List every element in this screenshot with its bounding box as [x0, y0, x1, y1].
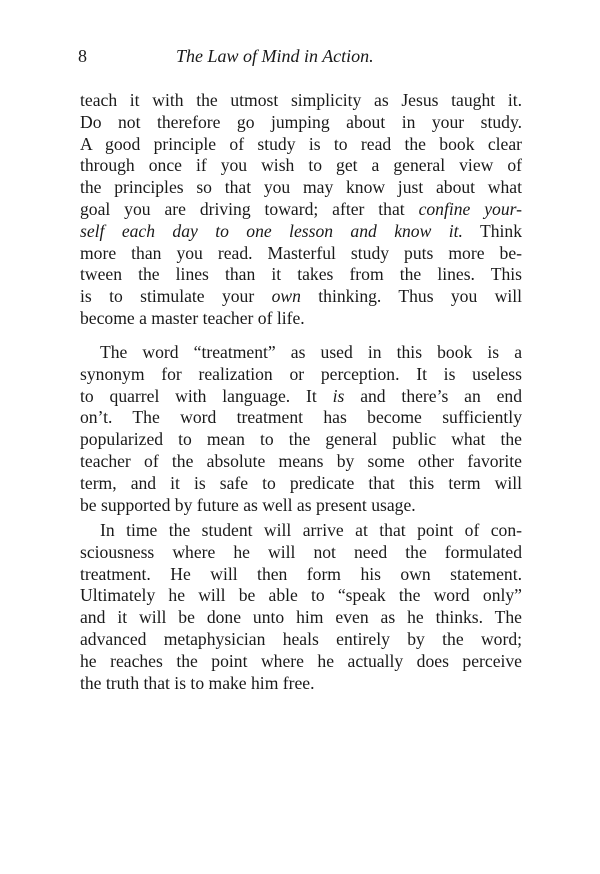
paragraph-2 — [80, 342, 522, 516]
text-line: teacher of the absolute means by some other favorite — [80, 450, 522, 471]
text-line — [80, 286, 522, 308]
text-segment: thinking. Thus you will — [300, 286, 522, 307]
text-line: sciousness where he will not need the formulated — [80, 541, 522, 562]
text-line: he reaches the point where he actually does perceive — [80, 650, 522, 671]
text-segment: and there’s an end — [344, 385, 523, 406]
text-line: be supported by future as well as present usage. — [80, 494, 416, 515]
text-segment: goal you are driving toward; after that — [80, 198, 419, 219]
text-line: Ultimately he will be able to “speak the word only” — [80, 585, 522, 606]
italic-segment: self each day to one lesson and know it. — [80, 220, 463, 241]
text-line: the truth that is to make him free. — [80, 672, 315, 693]
text-line: through once if you wish to get a general view of — [80, 155, 522, 176]
text-line — [80, 199, 522, 221]
text-segment: is to stimulate your — [80, 286, 272, 307]
text-line — [80, 221, 522, 243]
text-line: Do not therefore go jumping about in your study. — [80, 111, 522, 132]
text-line: synonym for realization or perception. It is useless — [80, 363, 522, 384]
text-line: teach it with the utmost simplicity as Jesus taught it. — [80, 90, 522, 110]
text-line: the principles so that you may know just about what — [80, 177, 522, 198]
text-line: The word “treatment” as used in this book is a — [100, 342, 522, 362]
text-line: In time the student will arrive at that point of con- — [100, 520, 522, 540]
paragraph-3 — [80, 520, 522, 694]
italic-segment: confine your- — [418, 198, 522, 219]
text-line: A good principle of study is to read the book clear — [80, 133, 522, 154]
text-line: popularized to mean to the general public what the — [80, 429, 522, 450]
text-line: and it will be done unto him even as he thinks. The — [80, 607, 522, 628]
text-line: treatment. He will then form his own statement. — [80, 563, 522, 584]
text-line: term, and it is safe to predicate that this term will — [80, 472, 522, 493]
text-line: tween the lines than it takes from the lines. This — [80, 264, 522, 285]
italic-segment: is — [332, 385, 345, 406]
text-segment: Think — [462, 220, 522, 241]
running-title: The Law of Mind in Action. — [176, 46, 374, 66]
italic-segment: own — [271, 286, 301, 307]
text-line: become a master teacher of life. — [80, 307, 305, 328]
paragraph-1 — [80, 90, 522, 330]
text-line: more than you read. Masterful study puts more be- — [80, 242, 522, 263]
page-number: 8 — [78, 46, 87, 66]
running-header — [78, 46, 528, 72]
text-line — [80, 386, 522, 408]
text-line: advanced metaphysician heals entirely by the word; — [80, 628, 522, 649]
text-segment: to quarrel with language. It — [80, 385, 333, 406]
text-line: on’t. The word treatment has become sufficiently — [80, 407, 522, 428]
